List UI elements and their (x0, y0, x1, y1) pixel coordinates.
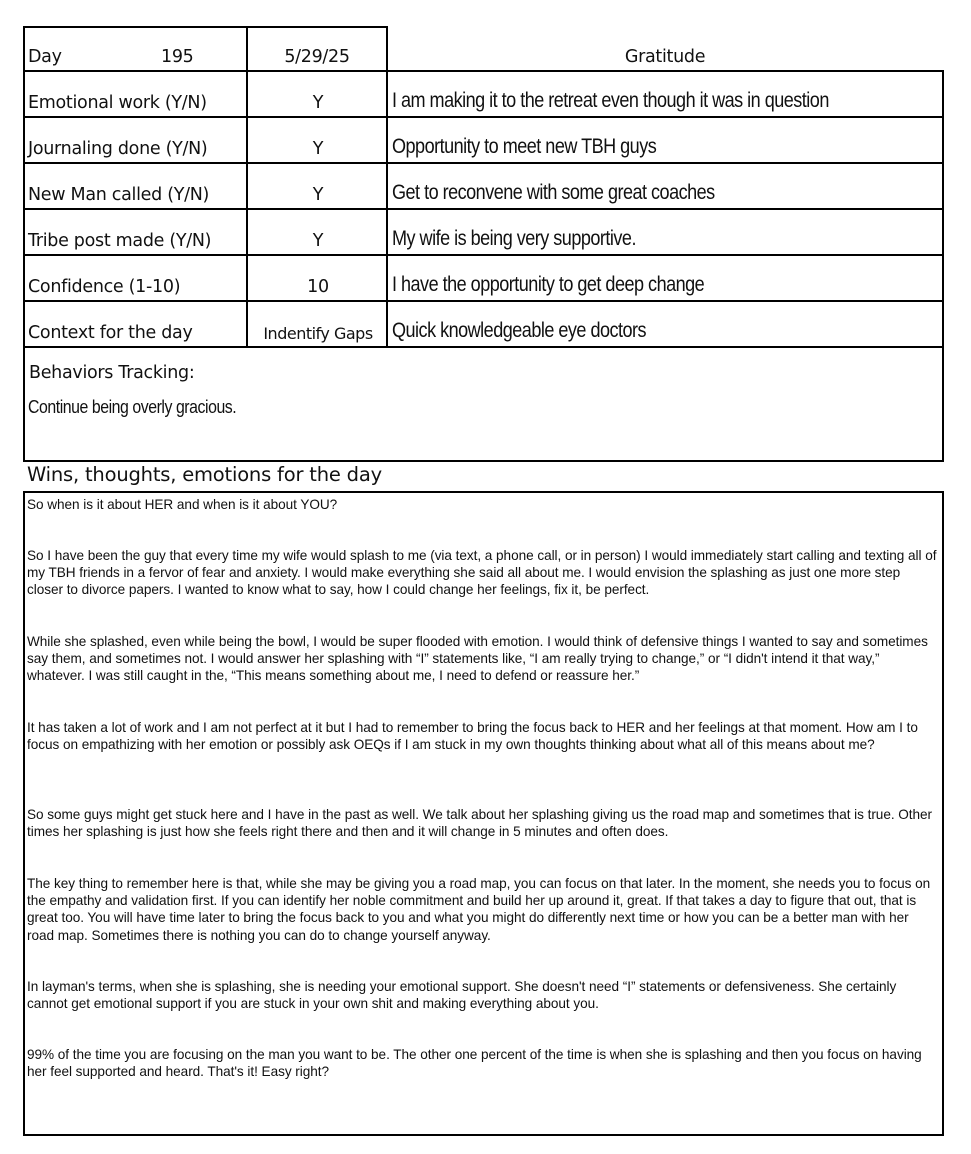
gratitude-item[interactable] (386, 302, 944, 348)
row-value[interactable]: Y (246, 164, 388, 210)
row-label: Journaling done (Y/N) (23, 118, 248, 164)
tracking-row-new-man-called (23, 164, 944, 210)
journal-paragraph: So I have been the guy that every time my wife would splash to me (via text, a phone call, or in person) I would immediately start calling and texting all of my TBH friends in a fervor of fear and anxiety. I would make everything she said all about me. I would envision the splashing as just one more step closer to divorce papers. I wanted to know what to say, how I could change her feelings, fix it, be perfect. (27, 548, 937, 598)
behaviors-title: Behaviors Tracking: (29, 363, 195, 383)
tracking-row-context (23, 302, 944, 348)
journal-paragraph: 99% of the time you are focusing on the man you want to be. The other one percent of the time is when she is splashing and then you focus on having her feel supported and heard. That's it! Easy right? (27, 1047, 922, 1080)
day-cell[interactable] (23, 26, 248, 72)
journal-paragraph: It has taken a lot of work and I am not perfect at it but I had to remember to bring the focus back to HER and her feelings at that moment. How am I to focus on empathizing with her emotion or possibly ask OEQs if I am stuck in my own thoughts thinking about what all of this means about me? (27, 720, 918, 753)
gratitude-item[interactable] (386, 164, 944, 210)
tracking-row-tribe-post (23, 210, 944, 256)
journal-paragraph: While she splashed, even while being the bowl, I would be super flooded with emotion. I would think of defensive things I wanted to say and sometimes say them, and sometimes not. I would answer her splashing with “I” statements like, “I am really trying to change,” or “I didn't intend it that way,” whatever. I was still caught in the, “This means something about me, I need to defend or reassure her.” (27, 634, 928, 684)
journal-paragraph: So some guys might get stuck here and I have in the past as well. We talk about her splashing giving us the road map and sometimes that is true. Other times her splashing is just how she feels right there and then and it will change in 5 minutes and often does. (27, 807, 933, 840)
tracking-row-journaling (23, 118, 944, 164)
row-label: Tribe post made (Y/N) (23, 210, 248, 256)
date-cell[interactable] (246, 26, 388, 72)
gratitude-text: I have the opportunity to get deep change (392, 273, 705, 296)
journal-entry-box[interactable] (23, 491, 944, 1136)
header-row (23, 26, 944, 72)
day-label: Day (28, 47, 62, 67)
tracking-row-confidence (23, 256, 944, 302)
row-label: New Man called (Y/N) (23, 164, 248, 210)
gratitude-item[interactable] (386, 118, 944, 164)
row-value[interactable]: Y (246, 72, 388, 118)
journal-paragraph: In layman's terms, when she is splashing, she is needing your emotional support. She doesn't need “I” statements or defensiveness. She certainly cannot get emotional support if you are stuck in your own shit and making everything about you. (27, 979, 897, 1012)
gratitude-header (386, 26, 944, 72)
row-label: Context for the day (23, 302, 248, 348)
tracking-row-emotional-work (23, 72, 944, 118)
gratitude-text: Opportunity to meet new TBH guys (392, 135, 657, 158)
journal-paragraph: So when is it about HER and when is it about YOU? (27, 497, 338, 512)
date-value: 5/29/25 (284, 47, 350, 67)
gratitude-item[interactable] (386, 256, 944, 302)
row-value[interactable]: Y (246, 210, 388, 256)
row-label: Emotional work (Y/N) (23, 72, 248, 118)
row-value[interactable]: 10 (246, 256, 388, 302)
behaviors-tracking-box[interactable] (23, 348, 944, 462)
gratitude-text: Get to reconvene with some great coaches (392, 181, 715, 204)
row-value[interactable]: Indentify Gaps (246, 302, 388, 348)
gratitude-item[interactable] (386, 210, 944, 256)
gratitude-text: Quick knowledgeable eye doctors (392, 319, 647, 342)
gratitude-label: Gratitude (624, 47, 706, 67)
behaviors-text: Continue being overly gracious. (28, 397, 237, 417)
gratitude-item[interactable] (386, 72, 944, 118)
gratitude-text: I am making it to the retreat even though it was in question (392, 89, 829, 112)
day-number: 195 (161, 47, 194, 67)
row-value[interactable]: Y (246, 118, 388, 164)
gratitude-text: My wife is being very supportive. (392, 227, 636, 250)
row-label: Confidence (1-10) (23, 256, 248, 302)
journal-paragraph: The key thing to remember here is that, while she may be giving you a road map, you can focus on that later. In the moment, she needs you to focus on the empathy and validation first. If you can identify her noble commitment and build her up around it, great. If that takes a day to figure that out, that is great too. You will have time later to bring the focus back to you and what you might do differently next time or how you can be a better man with her road map. Sometimes there is nothing you can do to change yourself anyway. (27, 876, 931, 943)
wins-section-title: Wins, thoughts, emotions for the day (27, 463, 382, 486)
